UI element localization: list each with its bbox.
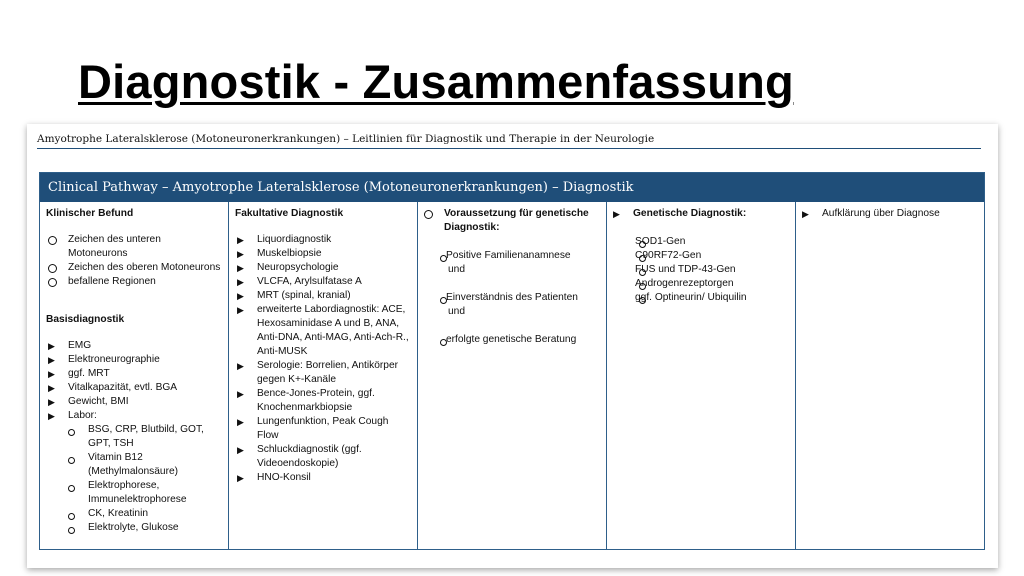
- list-item: ▶ erweiterte Labordiagnostik: ACE, Hexosaminidase A und B, ANA, Anti-DNA, Anti-MAG, Anti-Ach-R., Anti-MUSK: [237, 304, 409, 357]
- circle-bullet-icon: [440, 297, 447, 304]
- arrow-bullet-icon: ▶: [237, 277, 244, 287]
- list-item: Zeichen des oberen Motoneurons: [46, 261, 222, 275]
- arrow-bullet-icon: ▶: [48, 341, 55, 351]
- list-item: ggf. Optineurin/ Ubiquilin: [635, 292, 747, 303]
- list-item: ▶ Schluckdiagnostik (ggf. Videoendoskopie): [237, 444, 362, 469]
- list-item: Positive Familienanamnese: [424, 249, 600, 263]
- list-item: Einverständnis des Patienten: [424, 291, 600, 305]
- arrow-bullet-icon: ▶: [237, 389, 244, 399]
- clinical-findings-list: [46, 233, 222, 289]
- column-optional-diagnostics: [229, 202, 418, 549]
- list-item: erfolgte genetische Beratung: [424, 333, 600, 347]
- arrow-bullet-icon: ▶: [48, 383, 55, 393]
- list-item: C90RF72-Gen: [635, 250, 702, 261]
- and-connector: und: [448, 264, 465, 275]
- column-genetic-prerequisites: [418, 202, 607, 549]
- arrow-bullet-icon: ▶: [48, 369, 55, 379]
- list-item: FUS und TDP-43-Gen: [635, 264, 736, 275]
- genetic-prerequisites-list: [424, 249, 600, 263]
- document-header: Amyotrophe Lateralsklerose (Motoneuronerkrankungen) – Leitlinien für Diagnostik und Therapie in der Neurologie: [37, 133, 981, 149]
- circle-bullet-icon: [639, 255, 646, 262]
- arrow-bullet-icon: ▶: [237, 473, 244, 483]
- pathway-title: Clinical Pathway – Amyotrophe Lateralsklerose (Motoneuronerkrankungen) – Diagnostik: [40, 173, 984, 202]
- basis-diagnostics-title: Basisdiagnostik: [46, 314, 125, 325]
- list-item: ▶ Neuropsychologie: [237, 262, 339, 273]
- circle-bullet-icon: [68, 457, 75, 464]
- optional-diagnostics-list: [235, 233, 411, 485]
- circle-bullet-icon: [48, 236, 57, 245]
- list-item: ▶ HNO-Konsil: [237, 472, 311, 483]
- embedded-document: [27, 124, 998, 568]
- list-item: ▶ Labor: BSG, CRP, Blutbild, GOT, GPT, TSH Vitamin B12 (Methylmalonsäure) Elektrophorese, Immunelektrophorese CK, Kreatinin Elektrolyte, Glukose: [46, 409, 222, 535]
- clinical-findings-title: Klinischer Befund: [46, 208, 134, 219]
- slide-title: Diagnostik - Zusammenfassung: [78, 55, 794, 108]
- list-item: Zeichen des unteren Motoneurons: [46, 233, 222, 261]
- list-item: Androgenrezeptorgen: [635, 278, 734, 289]
- column-clinical-findings: [40, 202, 229, 549]
- circle-bullet-icon: [639, 241, 646, 248]
- arrow-bullet-icon: ▶: [237, 417, 244, 427]
- list-item: Elektrophorese, Immunelektrophorese: [68, 479, 222, 507]
- list-item: ▶ Vitalkapazität, evtl. BGA: [48, 382, 178, 393]
- list-item: ▶ Serologie: Borrelien, Antikörper gegen K+-Kanäle: [237, 360, 399, 385]
- circle-bullet-icon: [68, 485, 75, 492]
- circle-bullet-icon: [68, 527, 75, 534]
- labor-sublist: [48, 423, 222, 535]
- circle-bullet-icon: [48, 278, 57, 287]
- list-item: ▶ VLCFA, Arylsulfatase A: [237, 276, 362, 287]
- arrow-bullet-icon: ▶: [237, 305, 244, 315]
- list-item: befallene Regionen: [46, 275, 222, 289]
- arrow-bullet-icon: ▶: [237, 263, 244, 273]
- and-connector: und: [448, 306, 465, 317]
- list-item: ▶ MRT (spinal, kranial): [237, 290, 351, 301]
- circle-bullet-icon: [440, 339, 447, 346]
- arrow-bullet-icon: ▶: [48, 397, 55, 407]
- disclosure-item: Aufklärung über Diagnose: [822, 208, 940, 219]
- list-item: ▶ Gewicht, BMI: [48, 396, 129, 407]
- list-item: CK, Kreatinin: [68, 507, 222, 521]
- genetic-prerequisites-title: Voraussetzung für genetische Diagnostik:: [444, 208, 589, 233]
- circle-bullet-icon: [424, 210, 433, 219]
- column-disclosure: [796, 202, 984, 549]
- list-item: ▶ Elektroneurographie: [48, 354, 160, 365]
- circle-bullet-icon: [440, 255, 447, 262]
- basis-diagnostics-list: [46, 339, 222, 535]
- genetic-diagnostics-list: [613, 235, 789, 305]
- list-item: SOD1-Gen: [635, 236, 686, 247]
- genetic-diagnostics-title: Genetische Diagnostik:: [633, 208, 747, 219]
- arrow-bullet-icon: ▶: [48, 355, 55, 365]
- arrow-bullet-icon: ▶: [237, 445, 244, 455]
- arrow-bullet-icon: ▶: [237, 361, 244, 371]
- list-item: BSG, CRP, Blutbild, GOT, GPT, TSH: [68, 423, 222, 451]
- circle-bullet-icon: [68, 429, 75, 436]
- arrow-bullet-icon: ▶: [237, 235, 244, 245]
- optional-diagnostics-title: Fakultative Diagnostik: [235, 208, 344, 219]
- circle-bullet-icon: [639, 269, 646, 276]
- circle-bullet-icon: [639, 297, 646, 304]
- list-item: ▶ Muskelbiopsie: [237, 248, 322, 259]
- list-item: ▶ Liquordiagnostik: [237, 234, 332, 245]
- list-item: ▶ Lungenfunktion, Peak Cough Flow: [237, 416, 389, 441]
- column-genetic-diagnostics: [607, 202, 796, 549]
- list-item: Vitamin B12 (Methylmalonsäure): [68, 451, 222, 479]
- circle-bullet-icon: [68, 513, 75, 520]
- clinical-pathway-table: [39, 172, 985, 550]
- arrow-bullet-icon: ▶: [802, 209, 809, 219]
- list-item: ▶ Bence-Jones-Protein, ggf. Knochenmarkbiopsie: [237, 388, 375, 413]
- circle-bullet-icon: [48, 264, 57, 273]
- list-item: ▶ EMG: [48, 340, 92, 351]
- arrow-bullet-icon: ▶: [613, 209, 620, 219]
- circle-bullet-icon: [639, 283, 646, 290]
- arrow-bullet-icon: ▶: [237, 249, 244, 259]
- list-item: Elektrolyte, Glukose: [68, 521, 222, 535]
- arrow-bullet-icon: ▶: [237, 291, 244, 301]
- list-item: ▶ ggf. MRT: [48, 368, 110, 379]
- arrow-bullet-icon: ▶: [48, 411, 55, 421]
